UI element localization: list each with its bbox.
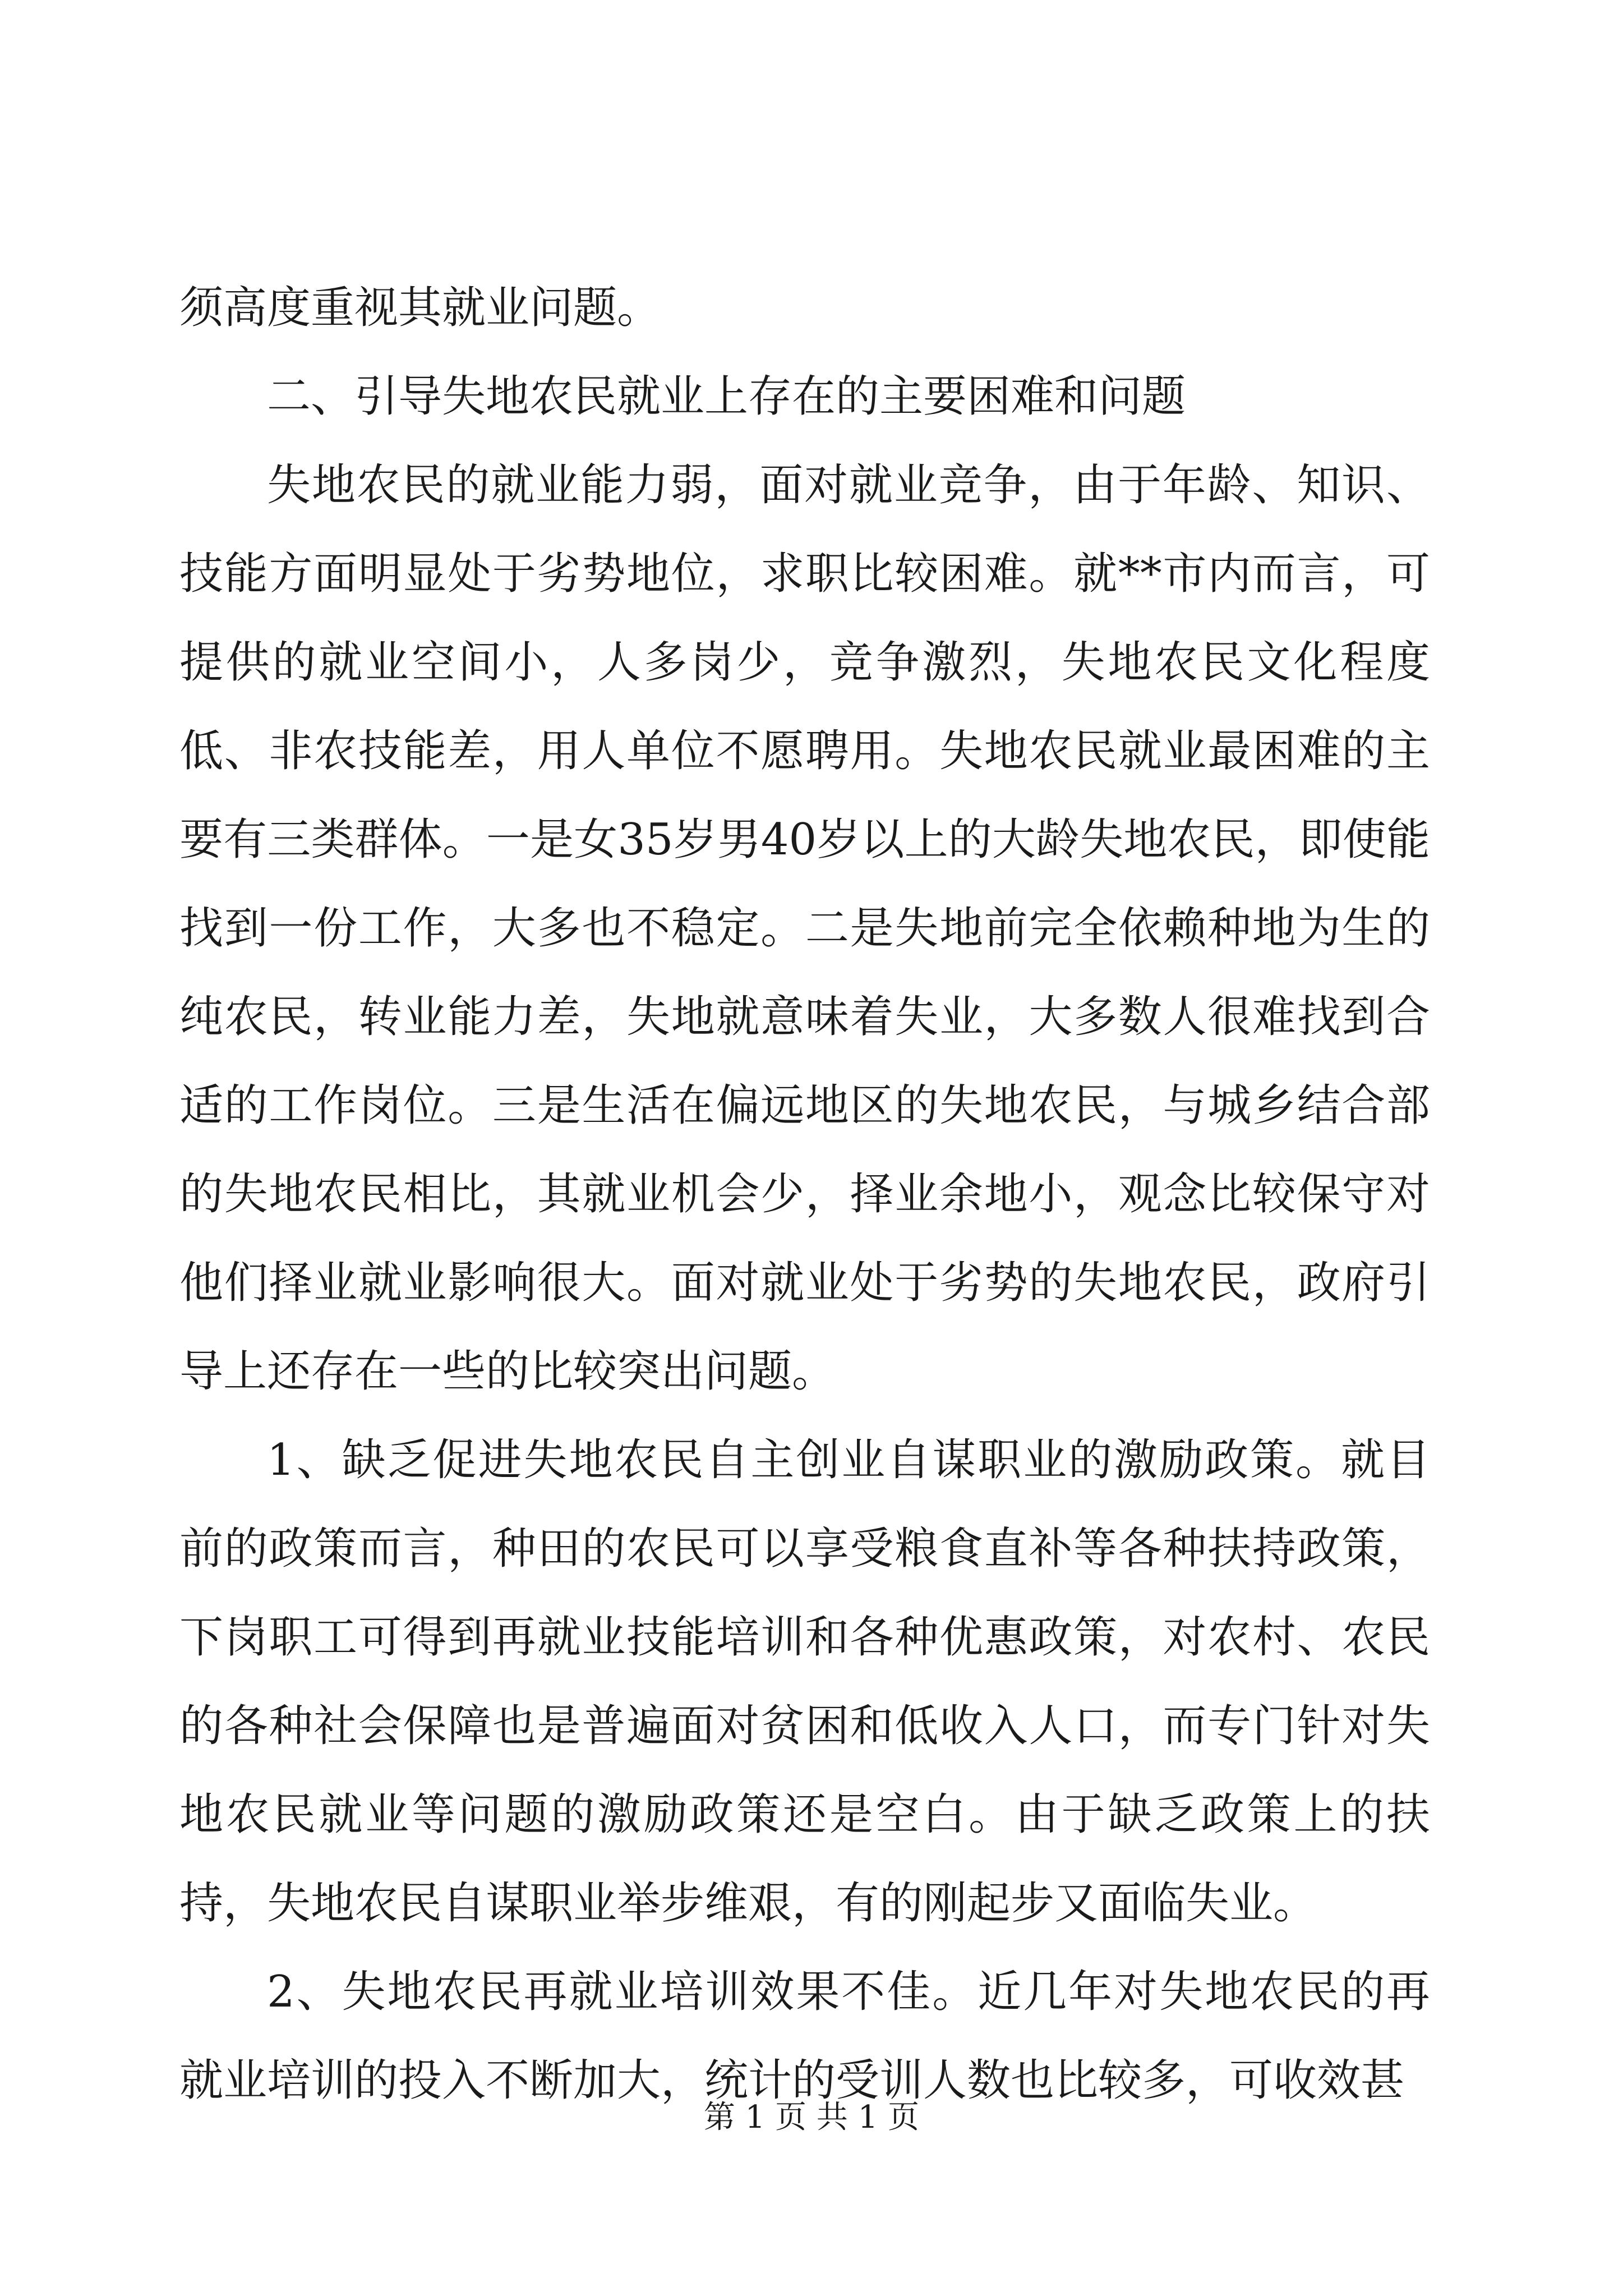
paragraph-point-2: 2、失地农民再就业培训效果不佳。近几年对失地农民的再就业培训的投入不断加大，统计的受训人数也比较多，可收效甚 <box>179 1967 1430 2106</box>
paragraph-continuation: 须高度重视其就业问题。 <box>179 283 661 333</box>
section-heading: 二、引导失地农民就业上存在的主要困难和问题 <box>267 371 1186 422</box>
page-footer: 第 1 页 共 1 页 <box>703 2099 920 2136</box>
document-body <box>179 264 1430 2125</box>
paragraph-difficulties: 失地农民的就业能力弱，面对就业竞争，由于年龄、知识、技能方面明显处于劣势地位，求职比较困难。就**市内而言，可提供的就业空间小，人多岗少，竞争激烈，失地农民文化程度低、非农技能差，用人单位不愿聘用。失地农民就业最困难的主要有三类群体。一是女35岁男40岁以上的大龄失地农民，即使能找到一份工作，大多也不稳定。二是失地前完全依赖种地为生的纯农民，转业能力差，失地就意味着失业，大多数人很难找到合适的工作岗位。三是生活在偏远地区的失地农民，与城乡结合部的失地农民相比，其就业机会少，择业余地小，观念比较保守对他们择业就业影响很大。面对就业处于劣势的失地农民，政府引导上还存在一些的比较突出问题。 <box>179 460 1430 1397</box>
paragraph-point-1: 1、缺乏促进失地农民自主创业自谋职业的激励政策。就目前的政策而言，种田的农民可以享受粮食直补等各种扶持政策，下岗职工可得到再就业技能培训和各种优惠政策，对农村、农民的各种社会保障也是普遍面对贫困和低收入人口，而专门针对失地农民就业等问题的激励政策还是空白。由于缺乏政策上的扶持，失地农民自谋职业举步维艰，有的刚起步又面临失业。 <box>179 1435 1430 1929</box>
